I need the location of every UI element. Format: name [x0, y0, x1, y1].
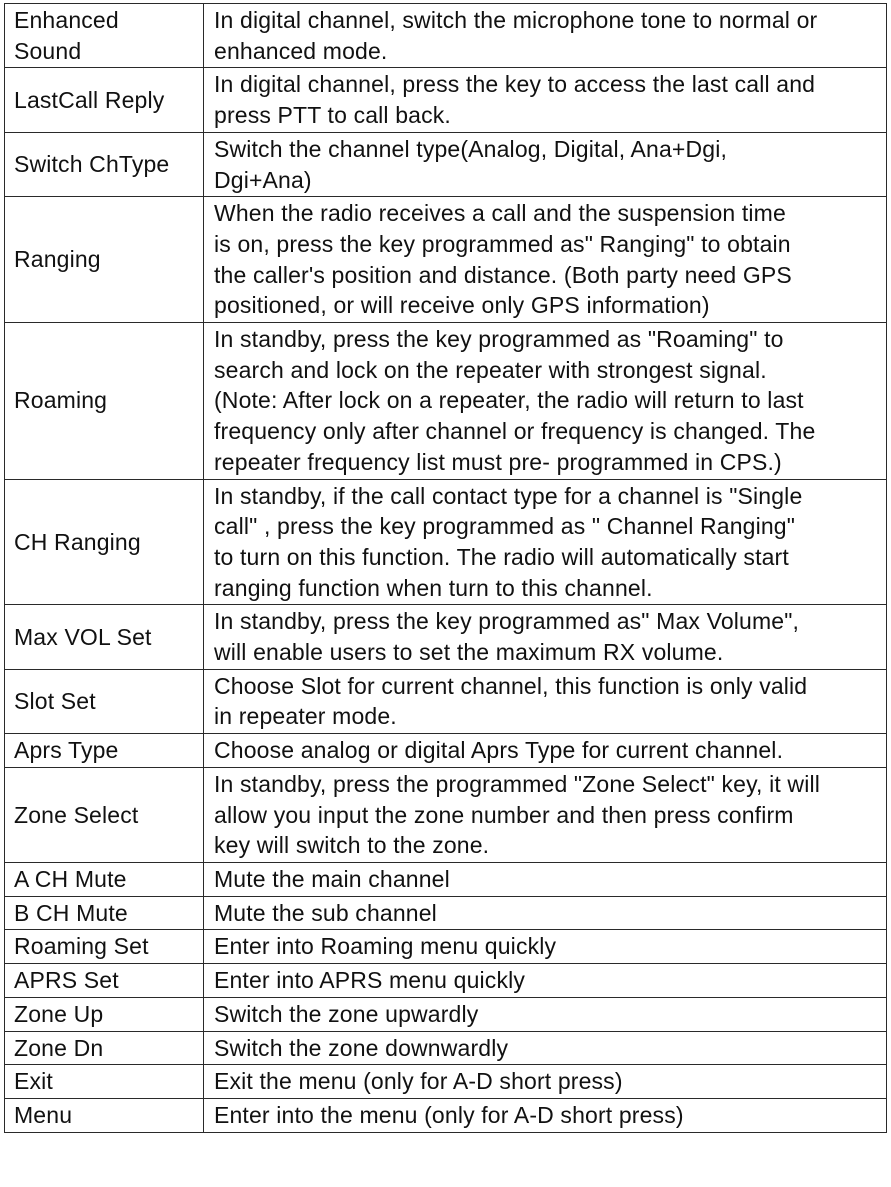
table-row — [5, 1065, 887, 1099]
table-row — [5, 862, 887, 896]
table-row — [5, 896, 887, 930]
function-description-cell: Switch the channel type(Analog, Digital, Ana+Dgi, Dgi+Ana) — [204, 132, 887, 196]
function-description-cell: Choose analog or digital Aprs Type for current channel. — [204, 734, 887, 768]
table-row — [5, 197, 887, 323]
function-description-cell: Switch the zone upwardly — [204, 997, 887, 1031]
table-row — [5, 132, 887, 196]
function-description-cell: In standby, press the programmed "Zone Select" key, it will allow you input the zone number and then press confirm key will switch to the zone. — [204, 767, 887, 862]
function-description-cell: Switch the zone downwardly — [204, 1031, 887, 1065]
function-description-cell: In standby, if the call contact type for a channel is "Single call" , press the key programmed as " Channel Ranging" to turn on this function. The radio will automatically start ranging function when turn to this channel. — [204, 479, 887, 605]
function-description-cell: Enter into the menu (only for A-D short press) — [204, 1098, 887, 1132]
function-name-cell: Aprs Type — [5, 734, 204, 768]
function-description-cell: Enter into Roaming menu quickly — [204, 930, 887, 964]
function-description-cell: When the radio receives a call and the suspension time is on, press the key programmed as" Ranging" to obtain the caller's position and distance. (Both party need GPS positioned, or will receive only GPS information) — [204, 197, 887, 323]
table-row — [5, 997, 887, 1031]
table-row — [5, 68, 887, 132]
function-name-cell: Slot Set — [5, 669, 204, 733]
function-description-cell: Exit the menu (only for A-D short press) — [204, 1065, 887, 1099]
function-name-cell: Roaming Set — [5, 930, 204, 964]
function-description-cell: Mute the sub channel — [204, 896, 887, 930]
function-name-cell: Roaming — [5, 323, 204, 480]
table-row — [5, 1098, 887, 1132]
table-row — [5, 669, 887, 733]
function-name-cell: Zone Select — [5, 767, 204, 862]
function-name-cell: A CH Mute — [5, 862, 204, 896]
function-table-body — [5, 4, 887, 1133]
function-description-cell: Mute the main channel — [204, 862, 887, 896]
function-name-cell: Exit — [5, 1065, 204, 1099]
function-name-cell: Zone Dn — [5, 1031, 204, 1065]
table-row — [5, 605, 887, 669]
function-name-cell: Ranging — [5, 197, 204, 323]
table-row — [5, 964, 887, 998]
function-name-cell: Menu — [5, 1098, 204, 1132]
function-table — [4, 3, 887, 1133]
table-row — [5, 4, 887, 68]
function-name-cell: LastCall Reply — [5, 68, 204, 132]
function-description-cell: In standby, press the key programmed as" Max Volume", will enable users to set the maximum RX volume. — [204, 605, 887, 669]
function-name-cell: Max VOL Set — [5, 605, 204, 669]
table-row — [5, 767, 887, 862]
table-row — [5, 930, 887, 964]
table-row — [5, 479, 887, 605]
function-description-cell: Choose Slot for current channel, this function is only valid in repeater mode. — [204, 669, 887, 733]
table-row — [5, 1031, 887, 1065]
function-name-cell: Zone Up — [5, 997, 204, 1031]
function-name-cell: Switch ChType — [5, 132, 204, 196]
function-description-cell: In standby, press the key programmed as "Roaming" to search and lock on the repeater with strongest signal. (Note: After lock on a repeater, the radio will return to last frequency only after channel or frequency is changed. The repeater frequency list must pre- programmed in CPS.) — [204, 323, 887, 480]
function-name-cell: Enhanced Sound — [5, 4, 204, 68]
function-description-cell: In digital channel, switch the microphone tone to normal or enhanced mode. — [204, 4, 887, 68]
function-description-cell: In digital channel, press the key to access the last call and press PTT to call back. — [204, 68, 887, 132]
function-name-cell: APRS Set — [5, 964, 204, 998]
function-description-cell: Enter into APRS menu quickly — [204, 964, 887, 998]
function-name-cell: CH Ranging — [5, 479, 204, 605]
function-name-cell: B CH Mute — [5, 896, 204, 930]
table-row — [5, 734, 887, 768]
table-row — [5, 323, 887, 480]
